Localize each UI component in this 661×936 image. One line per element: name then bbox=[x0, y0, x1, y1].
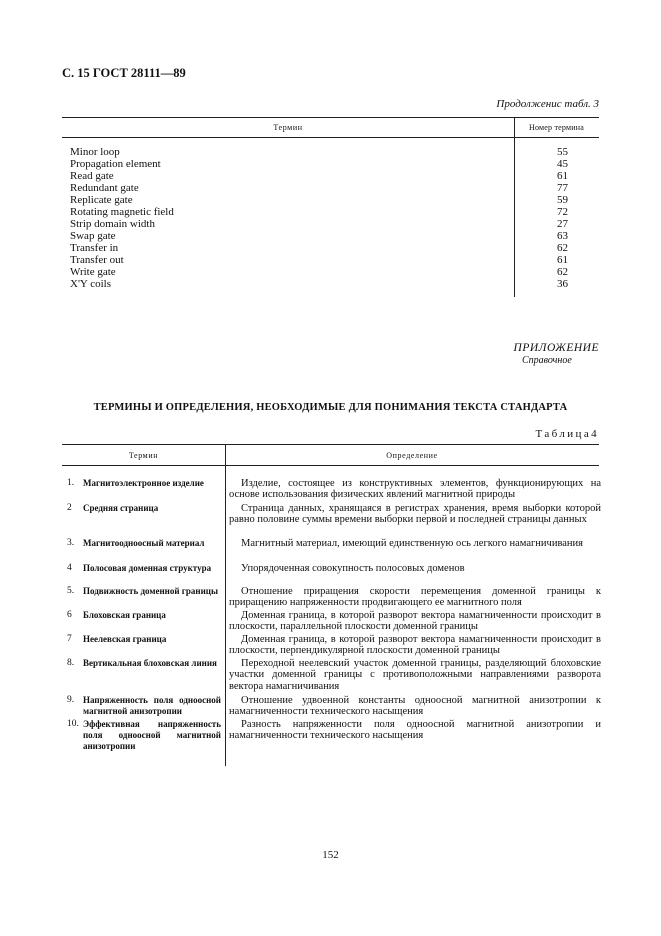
table2-definition: Изделие, состоящее из конструктивных элементов, функционирующих на основе использования физических явлений магнитной природы bbox=[229, 477, 601, 501]
table2-term: Блоховская граница bbox=[83, 610, 166, 620]
table2-row-number: 10. bbox=[67, 719, 79, 729]
table1-term: X'Y coils bbox=[70, 278, 111, 290]
table1-header-rule bbox=[62, 137, 599, 138]
table2-top-rule bbox=[62, 444, 599, 445]
table2-header-def: Определение bbox=[386, 451, 438, 460]
appendix-label: ПРИЛОЖЕНИЕ bbox=[513, 342, 599, 354]
table2-definition: Упорядоченная совокупность полосовых доменов bbox=[241, 562, 465, 574]
table1-term: Write gate bbox=[70, 266, 116, 278]
table1-term-number: 45 bbox=[557, 158, 568, 170]
table2-column-rule bbox=[225, 444, 226, 766]
table1-term: Strip domain width bbox=[70, 218, 155, 230]
table2-term: Вертикальная блоховская линия bbox=[83, 658, 217, 668]
table2-row-number: 6 bbox=[67, 610, 72, 620]
table2-definition: Доменная граница, в которой разворот вектора намагниченности происходит в плоскости, перпендикулярной плоскости доменной границы bbox=[229, 633, 601, 657]
table1-term: Propagation element bbox=[70, 158, 161, 170]
table1-term: Transfer in bbox=[70, 242, 119, 254]
table2-definition: Магнитный материал, имеющий единственную ось легкого намагничивания bbox=[241, 537, 583, 549]
table2-row-number: 4 bbox=[67, 563, 72, 573]
table1-term-number: 27 bbox=[557, 218, 568, 230]
table1-term-number: 72 bbox=[557, 206, 568, 218]
table1-header-number: Номер термина bbox=[529, 123, 584, 132]
table1-top-rule bbox=[62, 117, 599, 118]
table2-row-number: 1. bbox=[67, 478, 75, 488]
table2-term: Неелевская граница bbox=[83, 634, 167, 644]
table1-term-number: 61 bbox=[557, 254, 568, 266]
table1-term: Transfer out bbox=[70, 254, 124, 266]
table-continued-label: Продолженис табл. 3 bbox=[496, 98, 599, 110]
page-number: 152 bbox=[322, 849, 339, 861]
table2-row-number: 2 bbox=[67, 503, 72, 513]
table1-term-number: 61 bbox=[557, 170, 568, 182]
table2-term: Магнитоодноосный материал bbox=[83, 538, 205, 548]
table2-definition: Разность напряженности поля одноосной магнитной анизотропии и намагниченности технического насыщения bbox=[229, 718, 601, 742]
table2-definition: Переходной неелевский участок доменной границы, разделяющий блоховские участки доменной границы с противоположными направлениями разворота вектора намагничивания bbox=[229, 657, 601, 692]
table2-term: Магнитоэлектронное изделие bbox=[83, 478, 204, 488]
table1-term: Minor loop bbox=[70, 146, 120, 158]
table1-term: Redundant gate bbox=[70, 182, 139, 194]
table2-term: Эффективная напряженность поля одноосной магнитной анизотропии bbox=[83, 719, 221, 751]
table2-row-number: 8. bbox=[67, 658, 75, 668]
table1-term-number: 62 bbox=[557, 266, 568, 278]
page-header: С. 15 ГОСТ 28111—89 bbox=[62, 66, 186, 80]
table1-term-number: 63 bbox=[557, 230, 568, 242]
table2-term: Полосовая доменная структура bbox=[83, 563, 212, 573]
section-title: ТЕРМИНЫ И ОПРЕДЕЛЕНИЯ, НЕОБХОДИМЫЕ ДЛЯ ПОНИМАНИЯ ТЕКСТА СТАНДАРТА bbox=[93, 402, 568, 413]
table2-row-number: 5. bbox=[67, 586, 75, 596]
table1-column-rule bbox=[514, 117, 515, 297]
table2-row-number: 7 bbox=[67, 634, 72, 644]
table1-term: Read gate bbox=[70, 170, 114, 182]
table1-term: Replicate gate bbox=[70, 194, 133, 206]
table2-term: Напряженность поля одноосной магнитной анизотропии bbox=[83, 695, 221, 716]
table2-term: Подвижность доменной границы bbox=[83, 586, 218, 596]
table2-header-term: Термин bbox=[128, 451, 159, 460]
table1-term: Rotating magnetic field bbox=[70, 206, 174, 218]
table2-row-number: 3. bbox=[67, 538, 75, 548]
table2-definition: Отношение удвоенной константы одноосной магнитной анизотропии к намагниченности технического насыщения bbox=[229, 694, 601, 718]
table2-definition: Доменная граница, в которой разворот вектора намагниченности происходит в плоскости, параллельной плоскости доменной границы bbox=[229, 609, 601, 633]
table1-header-term: Термин bbox=[273, 123, 303, 132]
table2-header-rule bbox=[62, 465, 599, 466]
table1-term-number: 77 bbox=[557, 182, 568, 194]
table2-term: Средняя страница bbox=[83, 503, 159, 513]
table2-definition: Отношение приращения скорости перемещения доменной границы к приращению напряженности продвигающего ее магнитного поля bbox=[229, 585, 601, 609]
table2-label: Таблица4 bbox=[535, 428, 599, 440]
table1-term-number: 36 bbox=[557, 278, 568, 290]
table2-definition: Страница данных, хранящаяся в регистрах хранения, время выборки которой равно половине суммы времени выборки первой и последней страницы данных bbox=[229, 502, 601, 526]
appendix-sub: Справочное bbox=[522, 355, 572, 366]
table1-term-number: 62 bbox=[557, 242, 568, 254]
table1-term-number: 55 bbox=[557, 146, 568, 158]
table1-term: Swap gate bbox=[70, 230, 116, 242]
table2-row-number: 9. bbox=[67, 695, 75, 705]
table1-term-number: 59 bbox=[557, 194, 568, 206]
